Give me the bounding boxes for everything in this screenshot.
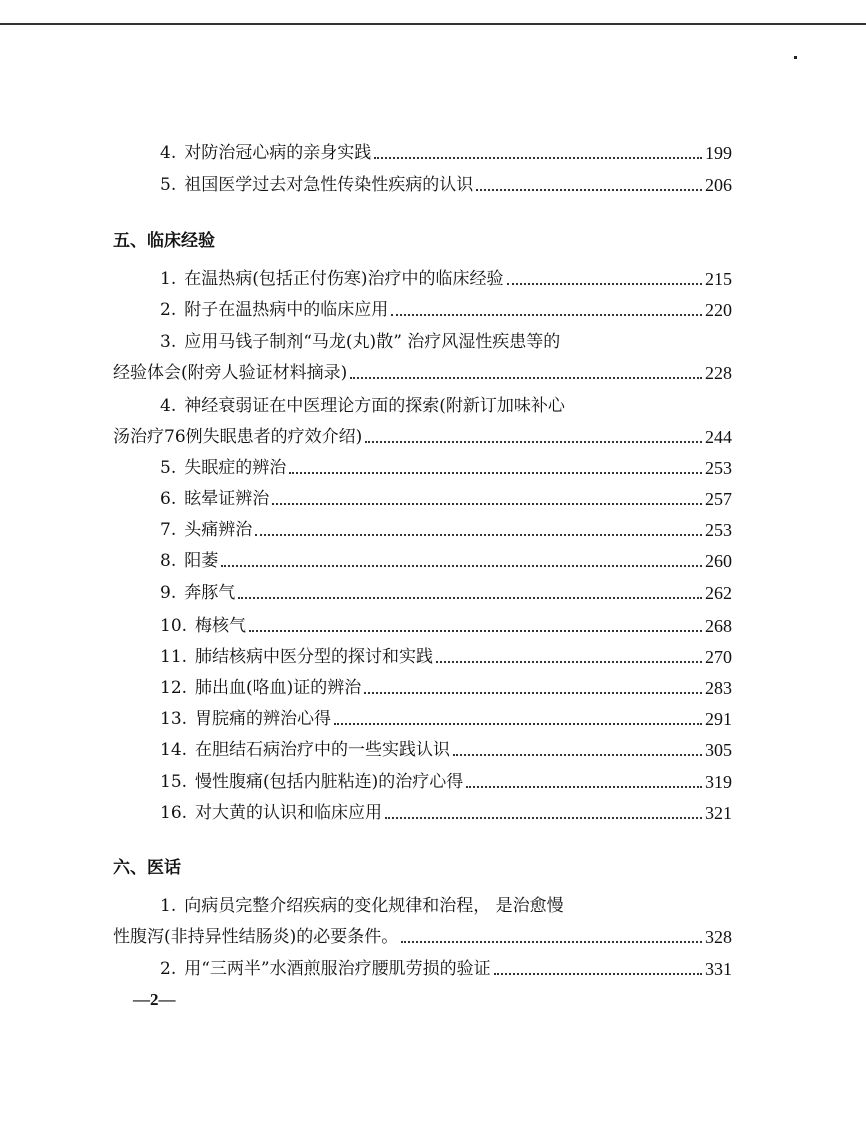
entry-page: 199 [705,143,732,163]
toc-entry[interactable] [160,736,732,764]
dot-leader [334,723,702,725]
toc-entry[interactable] [160,579,732,607]
entry-number: 7. [160,520,177,540]
entry-title: 胃脘痛的辨治心得 [195,709,332,729]
entry-number: 6. [160,489,177,509]
dot-leader [364,692,702,694]
toc-entry-continuation[interactable] [113,359,732,387]
entry-title-continued: 性腹泻(非持异性结肠炎)的必要条件。 [113,927,399,947]
entry-title: 对防治冠心病的亲身实践 [184,143,372,163]
entry-number: 5. [160,458,177,478]
entry-page: 291 [705,709,732,729]
entry-title: 附子在温热病中的临床应用 [184,300,389,320]
top-border-line [0,23,866,25]
entry-page: 268 [705,616,732,636]
toc-entry-first-line[interactable] [160,892,732,920]
entry-title: 祖国医学过去对急性传染性疾病的认识 [184,175,474,195]
toc-entry[interactable] [160,799,732,827]
entry-number: 4. [160,143,177,163]
toc-entry-first-line[interactable] [160,328,732,356]
entry-number: 8. [160,551,177,571]
toc-entry-first-line[interactable] [160,392,732,420]
entry-page: 253 [705,458,732,478]
toc-entry[interactable] [160,296,732,324]
entry-page: 283 [705,678,732,698]
entry-number: 2. [160,959,177,979]
dot-leader [249,630,702,632]
entry-title: 奔豚气 [184,583,236,603]
page-number-footer: —2— [133,990,176,1009]
toc-entry-continuation[interactable] [113,923,732,951]
toc-entry[interactable] [160,955,732,983]
toc-entry[interactable] [160,139,732,167]
entry-number: 15. [160,772,188,792]
dot-leader [436,661,702,663]
entry-title: 对大黄的认识和临床应用 [195,803,383,823]
entry-page: 220 [705,300,732,320]
toc-entry-continuation[interactable] [113,423,732,451]
entry-title: 头痛辨治 [184,520,253,540]
entry-page: 321 [705,803,732,823]
entry-number: 1. [160,896,177,916]
entry-title: 梅核气 [195,616,247,636]
section-heading: 五、临床经验 [113,231,215,251]
toc-entry[interactable] [160,547,732,575]
entry-number: 1. [160,269,177,289]
entry-title: 慢性腹痛(包括内脏粘连)的治疗心得 [195,772,464,792]
toc-entry[interactable] [160,768,732,796]
dot-leader [494,973,702,975]
entry-page: 215 [705,269,732,289]
dot-leader [221,565,702,567]
entry-number: 13. [160,709,188,729]
entry-number: 14. [160,740,188,760]
entry-number: 16. [160,803,188,823]
dot-leader [289,472,702,474]
dot-leader [255,534,702,536]
toc-entry[interactable] [160,674,732,702]
dot-leader [401,941,702,943]
entry-number: 11. [160,647,188,667]
dot-leader [374,157,702,159]
entry-page: 253 [705,520,732,540]
toc-entry[interactable] [160,516,732,544]
entry-title: 失眠症的辨治 [184,458,287,478]
entry-page: 328 [705,927,732,947]
entry-page: 244 [705,427,732,447]
toc-entry[interactable] [160,265,732,293]
section-heading: 六、医话 [113,858,181,878]
entry-page: 206 [705,175,732,195]
toc-entry[interactable] [160,643,732,671]
entry-number: 9. [160,583,177,603]
entry-number: 10. [160,616,188,636]
entry-number: 5. [160,175,177,195]
toc-entry[interactable] [160,454,732,482]
entry-page: 257 [705,489,732,509]
entry-number: 2. [160,300,177,320]
dot-leader [453,754,702,756]
entry-page: 319 [705,772,732,792]
entry-page: 270 [705,647,732,667]
entry-title: 用“三两半”水酒煎服治疗腰肌劳损的验证 [184,959,491,979]
entry-title: 阳萎 [184,551,219,571]
entry-number: 12. [160,678,188,698]
dot-leader [238,597,702,599]
dot-leader [466,786,702,788]
entry-title-continued: 经验体会(附旁人验证材料摘录) [113,363,348,383]
entry-number: 3. [160,332,177,352]
dot-leader [385,817,702,819]
dot-leader [350,377,702,379]
entry-page: 331 [705,959,732,979]
entry-title: 在胆结石病治疗中的一些实践认识 [195,740,451,760]
entry-title: 神经衰弱证在中医理论方面的探索(附新订加味补心 [184,396,565,416]
dot-leader [391,314,702,316]
dot-leader [272,503,702,505]
entry-page: 262 [705,583,732,603]
entry-page: 305 [705,740,732,760]
entry-title: 在温热病(包括正付伤寒)治疗中的临床经验 [184,269,504,289]
scan-speck [794,56,797,59]
entry-page: 228 [705,363,732,383]
entry-title: 向病员完整介绍疾病的变化规律和治程， 是治愈慢 [184,896,564,916]
entry-title: 应用马钱子制剂“马龙(丸)散” 治疗风湿性疾患等的 [184,332,561,352]
dot-leader [507,283,703,285]
entry-page: 260 [705,551,732,571]
entry-title: 眩晕证辨治 [184,489,270,509]
dot-leader [365,441,702,443]
entry-title: 肺结核病中医分型的探讨和实践 [195,647,434,667]
toc-entry[interactable] [160,171,732,199]
toc-entry[interactable] [160,705,732,733]
dot-leader [476,189,702,191]
toc-entry[interactable] [160,612,732,640]
entry-title: 肺出血(咯血)证的辨治 [195,678,362,698]
entry-title-continued: 汤治疗76例失眠患者的疗效介绍) [113,427,363,447]
entry-number: 4. [160,396,177,416]
toc-entry[interactable] [160,485,732,513]
